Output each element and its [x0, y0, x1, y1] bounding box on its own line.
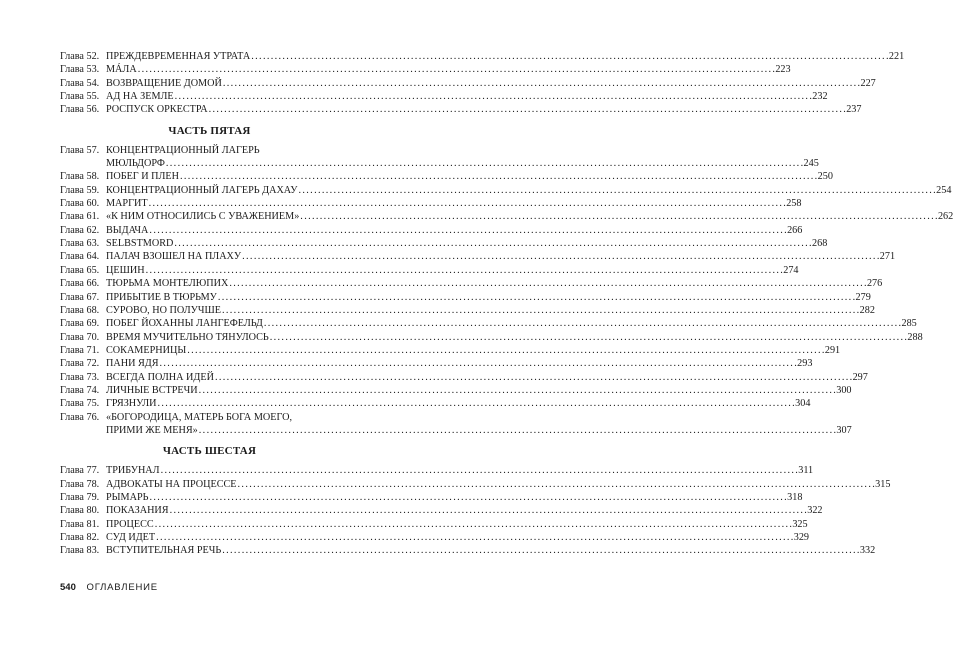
chapter-page-number: 285: [901, 318, 917, 330]
chapter-label: Глава 53.: [60, 64, 100, 76]
toc-chapter-list: [60, 50, 905, 117]
chapter-label: Глава 73.: [60, 371, 100, 383]
dot-leader: [157, 397, 796, 410]
chapter-label: Глава 78.: [60, 478, 100, 490]
toc-entry[interactable]: [60, 304, 875, 317]
chapter-label: Глава 54.: [60, 77, 100, 89]
chapter-label: Глава 80.: [60, 505, 100, 517]
toc-entry[interactable]: [60, 90, 828, 103]
chapter-page-number: 258: [786, 198, 802, 210]
chapter-title: АД НА ЗЕМЛЕ: [106, 91, 174, 103]
chapter-title: SELBSTMORD: [106, 238, 174, 250]
dot-leader: [154, 518, 793, 531]
chapter-title: РОСПУСК ОРКЕСТРА: [106, 104, 208, 116]
chapter-title: ЛИЧНЫЕ ВСТРЕЧИ: [106, 384, 198, 396]
dot-leader: [198, 424, 837, 437]
dot-leader: [250, 50, 889, 63]
dot-leader: [159, 357, 798, 370]
dot-leader: [228, 277, 867, 290]
dot-leader: [186, 344, 825, 357]
chapter-label: Глава 69.: [60, 318, 100, 330]
chapter-title: ПРИБЫТИЕ В ТЮРЬМУ: [106, 291, 217, 303]
toc-entry[interactable]: [60, 464, 814, 477]
toc-entry[interactable]: [60, 357, 813, 370]
dot-leader: [298, 184, 937, 197]
chapter-label: Глава 60.: [60, 198, 100, 210]
toc-entry[interactable]: [60, 478, 891, 491]
dot-leader: [148, 197, 787, 210]
dot-leader: [148, 491, 787, 504]
chapter-page-number: 266: [787, 224, 803, 236]
dot-leader: [174, 90, 813, 103]
chapter-page-number: 304: [795, 398, 811, 410]
toc-entry[interactable]: [60, 144, 819, 171]
dot-leader: [165, 157, 804, 170]
chapter-label: Глава 57.: [60, 144, 100, 156]
chapter-title: ПРЕЖДЕВРЕМЕННАЯ УТРАТА: [106, 51, 251, 62]
toc-entry[interactable]: [60, 197, 802, 210]
toc-entry[interactable]: [60, 397, 811, 410]
chapter-label: Глава 79.: [60, 491, 100, 503]
dot-leader: [237, 478, 876, 491]
chapter-label: Глава 75.: [60, 398, 100, 410]
dot-leader: [145, 264, 784, 277]
toc-entry[interactable]: [60, 411, 852, 438]
chapter-title: ВСТУПИТЕЛЬНАЯ РЕЧЬ: [106, 545, 222, 557]
chapter-title: КОНЦЕНТРАЦИОННЫЙ ЛАГЕРЬ: [106, 144, 260, 156]
toc-entry[interactable]: [60, 491, 803, 504]
toc-entry[interactable]: [60, 331, 923, 344]
chapter-page-number: 271: [879, 251, 896, 263]
chapter-page-number: 288: [907, 331, 923, 343]
chapter-page-number: 311: [798, 465, 814, 477]
chapter-title: «БОГОРОДИЦА, МАТЕРЬ БОГА МОЕГО,: [106, 411, 293, 423]
chapter-title: ПРОЦЕСС: [106, 518, 154, 530]
dot-leader: [269, 331, 908, 344]
chapter-page-number: 276: [866, 278, 883, 290]
toc-entry[interactable]: [60, 384, 852, 397]
chapter-title: СУД ИДЕТ: [106, 532, 156, 543]
dot-leader: [222, 77, 861, 90]
chapter-title: МЮЛЬДОРФ: [106, 158, 165, 170]
chapter-title: ТЮРЬМА МОНТЕЛЮПИХ: [106, 278, 229, 290]
dot-leader: [214, 371, 853, 384]
dot-leader: [263, 317, 902, 330]
chapter-title: ВРЕМЯ МУЧИТЕЛЬНО ТЯНУЛОСЬ: [106, 331, 269, 343]
dot-leader: [137, 63, 776, 76]
toc-entry[interactable]: [60, 224, 803, 237]
toc-chapter-list: [60, 144, 953, 438]
chapter-page-number: 223: [775, 64, 791, 76]
chapter-title: ПАЛАЧ ВЗОШЕЛ НА ПЛАХУ: [106, 251, 242, 263]
chapter-page-number: 300: [836, 384, 852, 396]
toc-entry[interactable]: [60, 237, 828, 250]
dot-leader: [179, 170, 818, 183]
chapter-title: РЫМАРЬ: [106, 491, 149, 503]
chapter-title: ПОБЕГ ЙОХАННЫ ЛАНГЕФЕЛЬД: [106, 318, 263, 330]
chapter-page-number: 254: [936, 184, 952, 196]
chapter-label: Глава 65.: [60, 264, 100, 276]
toc-entry[interactable]: [60, 277, 883, 290]
dot-leader: [173, 237, 812, 250]
chapter-title: ПОКАЗАНИЯ: [106, 505, 169, 517]
chapter-page-number: 279: [855, 291, 871, 303]
chapter-page-number: 297: [852, 371, 868, 383]
chapter-label: Глава 58.: [60, 171, 100, 183]
dot-leader: [208, 103, 847, 116]
chapter-label: Глава 68.: [60, 304, 100, 316]
chapter-label: Глава 77.: [60, 465, 100, 477]
chapter-label: Глава 59.: [60, 184, 100, 196]
toc-entry[interactable]: [60, 371, 868, 384]
chapter-label: Глава 67.: [60, 291, 100, 303]
chapter-label: Глава 62.: [60, 224, 100, 236]
page-number: 540: [60, 582, 76, 593]
toc-entry[interactable]: [60, 344, 841, 357]
toc-entry[interactable]: [60, 103, 862, 116]
chapter-label: Глава 71.: [60, 344, 100, 356]
dot-leader: [198, 384, 837, 397]
chapter-page-number: 282: [859, 304, 875, 316]
dot-leader: [299, 210, 938, 223]
chapter-label: Глава 70.: [60, 331, 100, 343]
dot-leader: [217, 291, 856, 304]
chapter-title: МАРГИТ: [106, 198, 148, 210]
chapter-title: ВСЕГДА ПОЛНА ИДЕЙ: [106, 371, 214, 383]
chapter-label: Глава 66.: [60, 278, 100, 290]
chapter-label: Глава 63.: [60, 238, 100, 250]
toc-entry[interactable]: [60, 50, 905, 63]
chapter-label: Глава 82.: [60, 532, 100, 543]
chapter-page-number: 291: [824, 344, 841, 356]
toc-entry[interactable]: [60, 63, 791, 76]
chapter-page-number: 315: [875, 478, 891, 490]
chapter-page-number: 322: [807, 505, 823, 517]
dot-leader: [148, 224, 787, 237]
chapter-page-number: 293: [797, 358, 813, 370]
dot-leader: [241, 250, 880, 263]
chapter-page-number: 318: [787, 491, 803, 503]
toc-entry[interactable]: [60, 544, 876, 557]
chapter-title: ПАНИ ЯДЯ: [106, 358, 159, 370]
dot-leader: [221, 304, 860, 317]
chapter-label: Глава 83.: [60, 545, 100, 557]
part-heading: ЧАСТЬ ШЕСТАЯ: [162, 445, 257, 458]
toc-entry[interactable]: [60, 210, 953, 223]
chapter-title: ГРЯЗНУЛИ: [106, 398, 157, 410]
page-footer: [60, 582, 158, 593]
dot-leader: [160, 464, 799, 477]
part-heading: ЧАСТЬ ПЯТАЯ: [168, 124, 251, 137]
toc-entry[interactable]: [60, 317, 917, 330]
chapter-label: Глава 52.: [60, 51, 100, 62]
chapter-title: СУРОВО, НО ПОЛУЧШЕ: [106, 304, 221, 316]
chapter-page-number: 227: [860, 77, 876, 89]
toc-entry[interactable]: [60, 518, 808, 531]
chapter-label: Глава 61.: [60, 211, 100, 223]
toc-entry[interactable]: [60, 291, 871, 304]
dot-leader: [221, 544, 860, 557]
chapter-page-number: 274: [783, 264, 799, 276]
chapter-title: ВОЗВРАЩЕНИЕ ДОМОЙ: [106, 77, 222, 89]
toc-entry[interactable]: [60, 531, 810, 544]
toc-entry[interactable]: [60, 170, 833, 183]
chapter-label: Глава 64.: [60, 251, 100, 263]
chapter-label: Глава 56.: [60, 104, 100, 116]
toc-entry[interactable]: [60, 264, 799, 277]
chapter-page-number: 245: [803, 158, 819, 170]
chapter-title: ВЫДАЧА: [106, 224, 149, 236]
chapter-label: Глава 81.: [60, 518, 100, 530]
chapter-title: КОНЦЕНТРАЦИОННЫЙ ЛАГЕРЬ ДАХАУ: [106, 184, 298, 196]
running-title: ОГЛАВЛЕНИЕ: [86, 582, 158, 593]
chapter-page-number: 332: [859, 545, 876, 557]
toc-entry[interactable]: [60, 77, 876, 90]
chapter-page-number: 232: [812, 91, 828, 103]
chapter-label: Глава 74.: [60, 384, 100, 396]
chapter-page-number: 262: [937, 211, 953, 223]
dot-leader: [169, 504, 808, 517]
chapter-page-number: 221: [888, 51, 905, 62]
chapter-page-number: 329: [793, 532, 810, 543]
chapter-title: АДВОКАТЫ НА ПРОЦЕССЕ: [106, 478, 237, 490]
chapter-label: Глава 76.: [60, 411, 100, 423]
chapter-label: Глава 55.: [60, 91, 100, 103]
chapter-page-number: 250: [817, 171, 833, 183]
chapter-page-number: 268: [812, 238, 828, 250]
chapter-title: СОКАМЕРНИЦЫ: [106, 344, 187, 356]
chapter-label: Глава 72.: [60, 358, 100, 370]
table-of-contents: [60, 50, 953, 558]
chapter-page-number: 325: [792, 518, 808, 530]
chapter-title: ПРИМИ ЖЕ МЕНЯ»: [106, 424, 198, 436]
dot-leader: [155, 531, 794, 544]
chapter-title: ЦЕШИН: [106, 264, 145, 276]
toc-chapter-list: [60, 464, 891, 557]
toc-entry[interactable]: [60, 184, 952, 197]
chapter-title: «К НИМ ОТНОСИЛИСЬ С УВАЖЕНИЕМ»: [106, 211, 300, 223]
toc-entry[interactable]: [60, 250, 896, 263]
chapter-page-number: 237: [846, 104, 862, 116]
toc-entry[interactable]: [60, 504, 823, 517]
chapter-page-number: 307: [836, 424, 852, 436]
chapter-title: МÁЛА: [106, 64, 137, 76]
chapter-title: ТРИБУНАЛ: [106, 465, 160, 477]
chapter-title: ПОБЕГ И ПЛЕН: [106, 171, 179, 183]
